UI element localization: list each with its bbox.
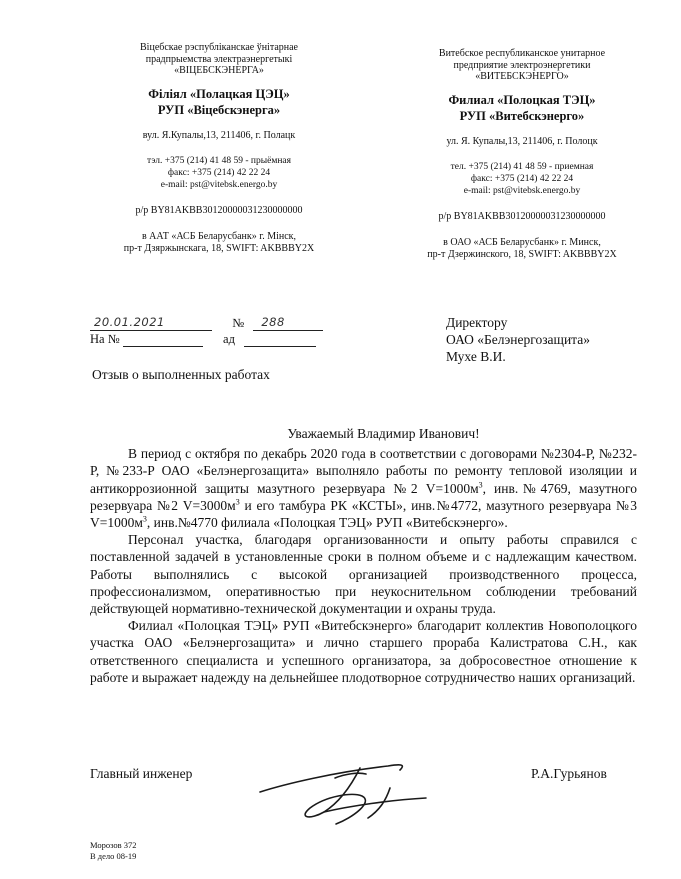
bank-line1: в ААТ «АСБ Беларусбанк» г. Мінск, — [141, 230, 297, 242]
bank-line2: пр-т Дзержинского, 18, SWIFT: AKBBBY2X — [427, 249, 617, 260]
executor: Морозов 372 — [90, 840, 137, 850]
letterhead-belarusian — [95, 42, 343, 256]
paragraph-2: Персонал участка, благодаря организованности и опыту работы справился с поставленной задачей в установленные сроки в полном объеме и с надлежащим качеством. Работы выполнялись с высокой организацией производственного процесса, профессионализмом, оперативностью при неукоснительном соблюдении требований действующей нормативно-технической документации и охраны труда. — [90, 532, 637, 617]
org-name-line2: прадпрыемства электраэнергетыкі — [145, 53, 293, 65]
paragraph-1-part-c: и его тамбура РК «КСТЫ», инв.№4772, мазутного резервуара №3 V=1000м — [90, 497, 637, 531]
branch-name-line2: РУП «Витебскэнерго» — [459, 108, 585, 123]
fax: факс: +375 (214) 42 22 24 — [470, 173, 574, 184]
letter-body — [90, 425, 637, 686]
paragraph-1-part-b: , инв.№4769, мазутного резервуара №2 V=3000м — [90, 480, 637, 513]
addressee-block — [446, 314, 590, 365]
paragraph-1-part-a: В период с октября по декабрь 2020 года в соответствии с договорами №2304-Р, №232-Р, №233-Р ОАО «Белэнергозащита» выполняло работы по ремонту тепловой изоляции и антикоррозионной защиты мазутного резервуара №2 V=1000м — [90, 446, 637, 496]
addressee-position: Директору — [446, 315, 508, 330]
address: вул. Я.Купалы,13, 211406, г. Полацк — [142, 129, 296, 141]
incoming-number-line — [123, 332, 203, 347]
outgoing-date-line — [90, 316, 212, 331]
bank-account: р/р BY81AKBB30120000031230000000 — [135, 204, 303, 216]
footer-note — [90, 840, 137, 861]
from-label: ад — [223, 332, 235, 346]
paragraph-1 — [90, 445, 637, 531]
bank-details — [95, 231, 343, 256]
bank-line2: пр-т Дзяржынскага, 18, SWIFT: AKBBBY2X — [123, 243, 315, 254]
incoming-date-line — [244, 332, 316, 347]
superscript-cubic: 3 — [235, 497, 240, 507]
org-name-line3: «ВІЦЕБСКЭНЕРГА» — [174, 65, 264, 76]
email: e-mail: pst@vitebsk.energo.by — [160, 179, 278, 190]
contacts — [95, 155, 343, 191]
branch-name-line1: Філіял «Полацкая ЦЭЦ» — [148, 86, 290, 101]
address: ул. Я. Купалы,13, 211406, г. Полоцк — [446, 135, 598, 147]
fax: факс: +375 (214) 42 22 24 — [167, 167, 271, 178]
contacts — [398, 161, 646, 197]
outgoing-number-handwritten: 288 — [261, 315, 285, 329]
email: e-mail: pst@vitebsk.energo.by — [463, 185, 581, 196]
addressee-name: Мухе В.И. — [446, 349, 506, 364]
on-number-label: На № — [90, 332, 120, 346]
handwritten-signature — [240, 748, 450, 833]
branch-name — [95, 86, 343, 118]
branch-name — [398, 92, 646, 124]
org-name-line2: предприятие электроэнергетики — [453, 59, 591, 71]
outgoing-registration — [90, 315, 323, 331]
branch-name-line1: Филиал «Полоцкая ТЭЦ» — [448, 92, 596, 107]
superscript-cubic: 3 — [478, 480, 483, 490]
org-name-line1: Віцебскае рэспубліканскае ўнітарнае — [140, 42, 298, 53]
file-reference: В дело 08-19 — [90, 850, 137, 861]
bank-details — [398, 237, 646, 262]
letter-subject: Отзыв о выполненных работах — [92, 367, 270, 382]
paragraph-1-part-d: , инв.№4770 филиала «Полоцкая ТЭЦ» РУП «Витебскэнерго». — [146, 515, 508, 531]
greeting: Уважаемый Владимир Иванович! — [287, 426, 480, 441]
phone: тэл. +375 (214) 41 48 59 - прыёмная — [147, 155, 291, 166]
bank-account: р/р BY81AKBB30120000031230000000 — [438, 210, 606, 222]
paragraph-3: Филиал «Полоцкая ТЭЦ» РУП «Витебскэнерго» благодарит коллектив Новополоцкого участка ОАО «Белэнергозащита» и лично старшего прораба Калистратова С.Н., как ответственного специалиста и успешного организатора, за добросовестное отношение к работе и выражает надежду на дельнейшее плодотворное сотрудничество наших организаций. — [90, 618, 637, 685]
letterhead-russian — [398, 48, 646, 262]
outgoing-date-handwritten: 20.01.2021 — [94, 315, 165, 329]
signer-name: Р.А.Гурьянов — [531, 766, 607, 781]
org-name-line3: «ВИТЕБСКЭНЕРГО» — [475, 71, 569, 82]
number-sign: № — [232, 316, 245, 330]
phone: тел. +375 (214) 41 48 59 - приемная — [450, 161, 594, 172]
branch-name-line2: РУП «Віцебскэнерга» — [157, 102, 281, 117]
org-name-line1: Витебское республиканское унитарное — [438, 48, 606, 59]
superscript-cubic: 3 — [142, 514, 147, 524]
incoming-registration — [90, 331, 316, 347]
bank-line1: в ОАО «АСБ Беларусбанк» г. Минск, — [443, 236, 601, 248]
outgoing-number-line — [253, 316, 323, 331]
addressee-organization: ОАО «Белэнергозащита» — [446, 332, 590, 347]
signer-position: Главный инженер — [90, 766, 193, 781]
